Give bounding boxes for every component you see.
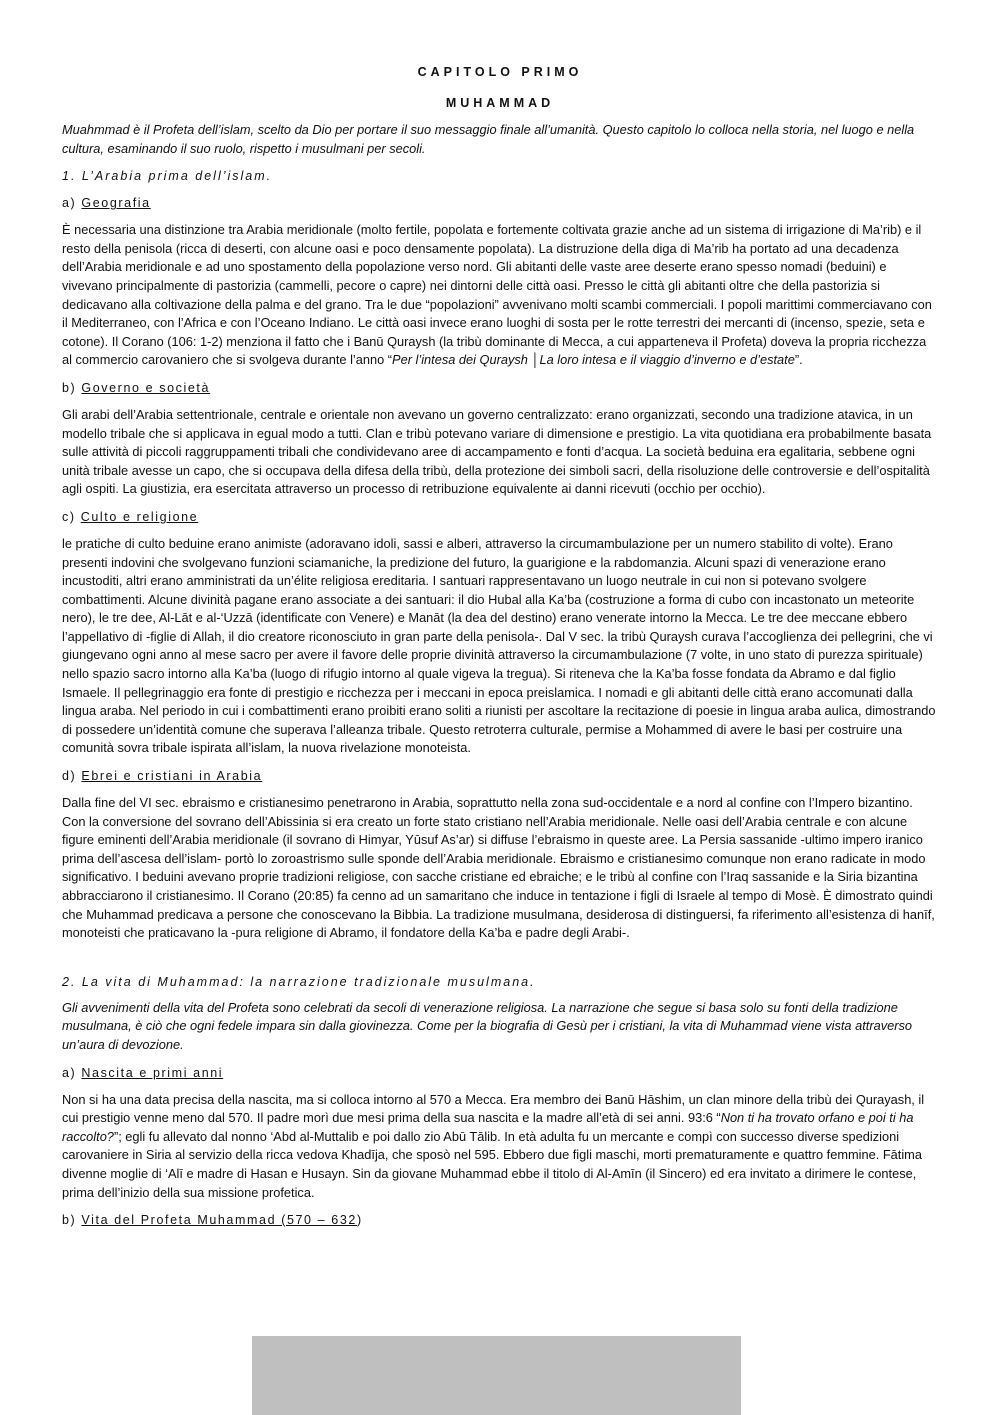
subsection-heading-nascita: [62, 1064, 938, 1082]
chapter-intro: Muahmmad è il Profeta dell’islam, scelto da Dio per portare il suo messaggio finale all’umanità. Questo capitolo lo colloca nella storia, nel luogo e nella cultura, esaminando il suo ruolo, rispetto i musulmani per secoli.: [62, 122, 915, 156]
chapter-title: MUHAMMAD: [445, 96, 555, 110]
section-2-intro: Gli avvenimenti della vita del Profeta sono celebrati da secoli di venerazione religiosa. La narrazione che segue si basa solo su fonti della tradizione musulmana, è ciò che ogni fedele impara sin dalla giovinezza. Come per la biografia di Gesù per i cristiani, la vita di Muhammad viene vista attraverso un’aura di devozione.: [62, 999, 912, 1052]
document-page: [62, 58, 938, 1229]
subsection-prefix: c): [62, 509, 76, 524]
subsection-label: Governo e società: [81, 380, 211, 395]
image-placeholder: [252, 1336, 741, 1415]
paragraph-ebrei: Dalla fine del VI sec. ebraismo e cristianesimo penetrarono in Arabia, soprattutto nella zona sud-occidentale e a nord al confine con l’Impero bizantino. Con la conversione del sovrano dell’Abissinia si era creato un forte stato cristiano nell’Arabia meridionale. Nelle oasi dell’Arabia centrale e con alcune figure eminenti dell’Arabia meridionale (il sovrano di Himyar, Yūsuf As’ar) si diffuse l’ebraismo in queste aree. La Persia sassanide -ultimo impero iranico prima dell’ascesa dell’islam- portò lo zoroastrismo sulle sponde dell’Arabia meridionale. Ebraismo e cristianesimo comunque non erano radicate in modo significativo. I beduini avevano proprie tradizioni religiose, con sacche cristiane ed ebraiche; e le tribù al confine con l’Iraq sassanide e la Siria bizantina abbracciarono il cristianesimo. Il Corano (20:85) fa cenno ad un samaritano che induce in tentazione i figli di Israele al tempo di Mosè. È dimostrato quindi che Muhammad predicava a persone che conoscevano la Bibbia. La tradizione musulmana, desiderosa di distinguersi, fa riferimento all’esistenza di hanīf, monoteisti che praticavano la -pura religione di Abramo, il fondatore della Ka’ba e padre degli Arabi-.: [62, 795, 935, 941]
subsection-heading-ebrei: [62, 767, 938, 785]
paragraph-nascita: [62, 1091, 938, 1203]
paragraph-culto: le pratiche di culto beduine erano animiste (adoravano idoli, sassi e alberi, attraverso la circumambulazione per un numero stabilito di volte). Erano presenti indovini che svolgevano funzioni sciamaniche, la predizione del futuro, la guarigione e la rabdomanzia. Alcuni spazi di venerazione erano incustoditi, altri erano amministrati da un’élite religiosa ereditaria. I santuari rappresentavano un luogo neutrale in cui non si potevano svolgere combattimenti. Alcune divinità pagane erano associate a dei santuari: il dio Hubal alla Ka’ba (costruzione a forma di cubo con incastonato un meteorite nero), le tre dee, Al-Lāt e al-‘Uzzā (identificate con Venere) e Manāt (la dea del destino) erano venerate intorno la Mecca. Le tre dee meccane ebbero l’appellativo di -figlie di Allah, il dio creatore riconosciuto in gran parte della penisola-. Dal V sec. la tribù Quraysh curava l’accoglienza dei pellegrini, che vi giungevano ogni anno al mese sacro per avere il favore delle proprie divinità attraverso la circumambulazione (7 volte, in uno stato di purezza spirituale) nello spazio sacro intorno alla Ka’ba (luogo di rifugio intorno al quale vigeva la tregua). Si riteneva che la Ka’ba fosse fondata da Abramo e dal figlio Ismaele. Il pellegrinaggio era fonte di prestigio e ricchezza per i meccani in epoca preislamica. I nomadi e gli abitanti delle città erano accomunati dalla lingua araba. Nel periodo in cui i combattimenti erano proibiti erano soliti a riunisti per ascoltare la recitazione di poesie in lingua araba aulica, dimostrando di possedere un’identità comune che superava l’alleanza tribale. Questo retroterra culturale, permise a Mohammed di avere le basi per costruire una comunità sovra tribale ispirata all’islam, la nuova rivelazione monoteista.: [62, 535, 936, 756]
subsection-label: Culto e religione: [80, 509, 199, 524]
subsection-prefix: d): [62, 769, 77, 784]
subsection-heading-geografia: [62, 194, 938, 212]
section-heading-2: 2. La vita di Muhammad: la narrazione tradizionale musulmana.: [62, 974, 536, 989]
subsection-prefix: a): [62, 196, 77, 211]
subsection-suffix: ): [356, 1213, 363, 1228]
quran-quote: Non ti ha trovato orfano e poi ti ha raccolto?: [62, 1110, 914, 1144]
subsection-prefix: a): [62, 1065, 77, 1080]
subsection-prefix: b): [62, 380, 77, 395]
paragraph-text: È necessaria una distinzione tra Arabia meridionale (molto fertile, popolata e fortemente coltivata grazie anche ad un sistema di irrigazione di Ma’rib) e il resto della penisola (ricca di deserti, con alcune oasi e poco densamente popolata). La distruzione della diga di Ma’rib ha portato ad una decadenza dell’Arabia meridionale e ad uno spostamento della popolazione verso nord. Gli abitanti delle vaste aree deserte erano spesso nomadi (beduini) e vivevano principalmente di pastorizia (cammelli, pecore o capre) nei dintorni delle città oasi. Presso le città gli abitanti oltre che della pastorizia si dedicavano alla coltivazione della palma e del grano. Tra le due “popolazioni” avvenivano molti scambi commerciali. I popoli marittimi commerciavano con il Mediterraneo, con l’Africa e con l’Oceano Indiano. Le città oasi invece erano luoghi di sosta per le rotte terrestri dei mercanti di (incenso, spezie, seta e cotone). Il Corano (106: 1-2) menziona il fatto che i Banū Quraysh (la tribù dominante di Mecca, a cui apparteneva il Profeta) doveva la propria ricchezza al commercio carovaniero che si svolgeva durante l’anno “: [62, 222, 932, 368]
paragraph-text-end: ”; egli fu allevato dal nonno ‘Abd al-Muttalib e poi dallo zio Abū Tālib. In età adulta fu un mercante e compì con successo diverse spedizioni carovaniere in Siria al servizio della ricca vedova Khadīja, che sposò nel 595. Ebbero due figli maschi, morti prematuramente e quattro femmine. Fātima divenne moglie di ‘Alī e madre di Hasan e Husayn. Sin da giovane Muhammad ebbe il titolo di Al-Amīn (il Sincero) ed era invitato a dirimere le contese, prima dell’inizio della sua missione profetica.: [62, 1128, 922, 1200]
quran-quote: Per l’intesa dei Quraysh │La loro intesa e il viaggio d’inverno e d’estate: [392, 352, 795, 368]
subsection-heading-governo: [62, 379, 938, 397]
chapter-heading: CAPITOLO PRIMO: [417, 65, 583, 79]
subsection-label: Geografia: [81, 196, 151, 211]
paragraph-geografia: [62, 221, 938, 370]
subsection-heading-culto: [62, 508, 938, 526]
subsection-heading-vita: [62, 1211, 938, 1229]
subsection-label: Nascita e primi anni: [81, 1065, 224, 1080]
section-heading-1: 1. L’Arabia prima dell’islam.: [62, 169, 273, 184]
paragraph-governo: Gli arabi dell’Arabia settentrionale, centrale e orientale non avevano un governo centralizzato: erano organizzati, secondo una tradizione atavica, in un modello tribale che si applicava in egual modo a tutti. Clan e tribù potevano variare di dimensione e prestigio. La vita quotidiana era probabilmente basata sulle attività di piccoli raggruppamenti tribali che condividevano aree di accampamento e fonti d’acqua. La società beduina era egalitaria, sebbene ogni unità tribale avesse un capo, che si occupava della difesa della tribù, della protezione dei simboli sacri, della risoluzione delle controversie e dell’ospitalità agli ospiti. La giustizia, era esercitata attraverso un processo di retribuzione equivalente ai danni ricevuti (occhio per occhio).: [62, 406, 932, 497]
subsection-prefix: b): [62, 1213, 77, 1228]
subsection-label: Ebrei e cristiani in Arabia: [81, 769, 263, 784]
paragraph-text: Non si ha una data precisa della nascita, ma si colloca intorno al 570 a Mecca. Era membro dei Banū Hāshim, un clan minore della tribù dei Qurayash, il cui prestigio venne meno dal 570. Il padre morì due mesi prima della sua nascita e la madre all’età di sei anni. 93:6 “: [62, 1091, 925, 1126]
subsection-label: Vita del Profeta Muhammad (570 – 632: [81, 1213, 357, 1228]
paragraph-text-end: ”.: [794, 352, 803, 368]
